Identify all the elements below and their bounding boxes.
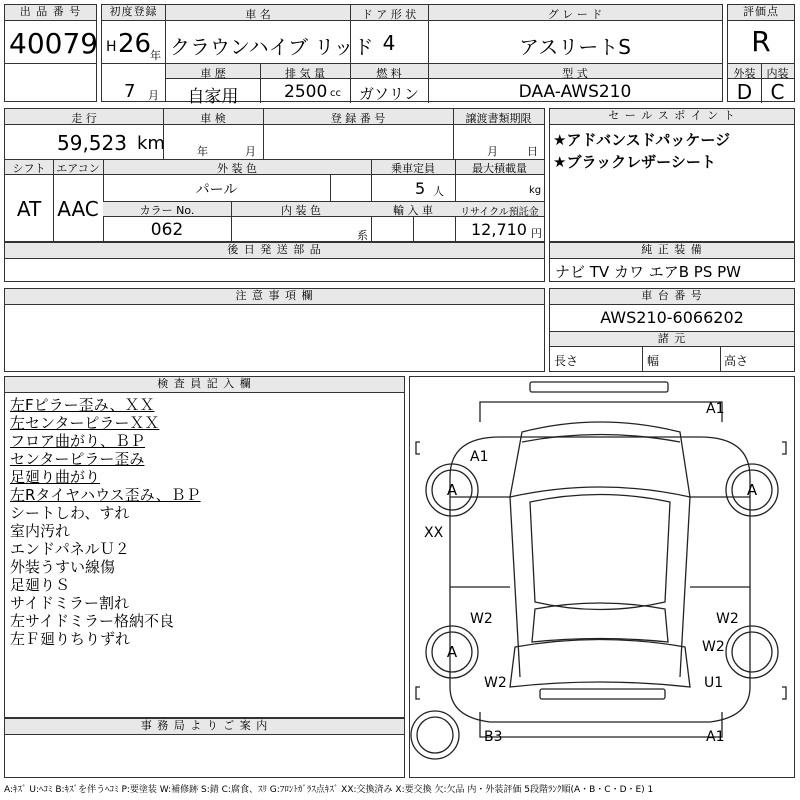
- vehicle-box: [165, 4, 723, 107]
- score-label: 評価点: [728, 5, 794, 21]
- inspection-line: エンドパネルＵ２: [10, 540, 130, 558]
- damage-mark: A1: [706, 401, 725, 417]
- sales-box: [549, 108, 795, 242]
- recycle-unit: 円: [531, 227, 542, 240]
- damage-mark: U1: [704, 675, 724, 691]
- chassis-box: [549, 288, 795, 372]
- dims-label: 諸 元: [550, 331, 794, 347]
- ext-label: 外装: [733, 67, 756, 80]
- inspect-month-unit: 月: [245, 145, 256, 158]
- cap-unit: 人: [433, 185, 444, 198]
- car-diagram: [409, 376, 795, 778]
- inspection-line: 室内汚れ: [10, 522, 71, 540]
- later-parts-box: [4, 242, 545, 282]
- damage-mark: A1: [470, 449, 489, 465]
- inspection-line: センターピラー歪み: [10, 450, 145, 468]
- inspection-line: シートしわ、すれ: [10, 504, 130, 522]
- int-label: 内装: [766, 67, 789, 80]
- damage-mark: A: [746, 481, 758, 499]
- load-label: 最大積載量: [472, 162, 527, 175]
- intcolor-unit: 系: [357, 229, 368, 242]
- mileage-unit: km: [137, 133, 165, 154]
- history-label: 車 歴: [200, 67, 226, 80]
- first-reg-box: [101, 4, 166, 102]
- damage-mark: W2: [702, 639, 725, 655]
- inspection-line: 足廻りＳ: [10, 576, 71, 594]
- recycle-fee: 12,710: [471, 220, 527, 239]
- legend: A:ｷｽﾞ U:ﾍｺﾐ B:ｷｽﾞを伴うﾍｺﾐ P:要塗装 W:補修跡 S:錆 C:腐食、ｽﾘ G:ﾌﾛﾝﾄｶﾞﾗｽ点ｷｽﾞ XX:交換済み X:要交換 欠:欠品 内・外装評価 5段階ﾗﾝｸ順(A・B・C・D・E) 1: [4, 785, 654, 795]
- inspection-line: 左Rタイヤハウス歪み、ＢＰ: [10, 486, 201, 504]
- ext-color: パール: [195, 182, 238, 198]
- transfer-label: 譲渡書類期限: [465, 112, 532, 125]
- equip-label: 純 正 装 備: [550, 243, 794, 259]
- inspector-label: 検 査 員 記 入 欄: [5, 377, 404, 393]
- office-box: [4, 718, 405, 778]
- inspection-line: 足廻り曲がり: [10, 468, 101, 486]
- sales-label: セ ー ル ス ポ イ ン ト: [550, 109, 794, 125]
- fuel: ガソリン: [358, 85, 419, 103]
- damage-mark: W2: [470, 611, 493, 627]
- damage-mark: A: [446, 643, 458, 661]
- caution-label: 注 意 事 項 欄: [5, 289, 544, 305]
- inspection-line: 外装うすい線傷: [10, 558, 116, 576]
- year-unit: 年: [150, 49, 161, 62]
- damage-mark: W2: [484, 675, 507, 691]
- inspection-line: フロア曲がり、ＢＰ: [10, 432, 146, 450]
- equipment: ナビ TV カワ エアB PS PW: [555, 263, 741, 281]
- era: H: [106, 39, 117, 55]
- score-box: [727, 4, 795, 102]
- door-label: ド ア 形 状: [361, 8, 417, 21]
- color-no: 062: [150, 220, 184, 240]
- door-type: 4: [382, 31, 396, 55]
- sales-point-2: ★ブラックレザーシート: [553, 153, 716, 171]
- inspect-label: 車 検: [200, 112, 226, 125]
- capacity: 5: [415, 179, 426, 198]
- cap-label: 乗車定員: [391, 162, 435, 175]
- sales-point-1: ★アドバンスドパッケージ: [553, 131, 731, 149]
- regno-label: 登 録 番 号: [330, 112, 386, 125]
- grade: アスリートS: [519, 35, 631, 59]
- office-label: 事 務 局 よ り ご 案 内: [5, 719, 404, 735]
- month-unit: 月: [148, 89, 159, 102]
- inspection-line: 左Ｆ廻りちりずれ: [10, 630, 131, 648]
- equip-box: [549, 242, 795, 282]
- car-outline: [410, 377, 794, 777]
- grade-label: グ レ ー ド: [547, 8, 603, 21]
- damage-mark: A: [446, 481, 458, 499]
- lot-label: 出 品 番 号: [5, 5, 96, 21]
- int-score: C: [770, 80, 785, 104]
- inspection-line: サイドミラー割れ: [10, 594, 129, 612]
- height-label: 高さ: [724, 354, 749, 368]
- fuel-label: 燃 料: [376, 67, 402, 80]
- damage-mark: W2: [716, 611, 739, 627]
- length-label: 長さ: [554, 354, 579, 368]
- history: 自家用: [187, 87, 239, 107]
- lot-number: 40079: [9, 27, 99, 60]
- ext-score: D: [736, 80, 753, 104]
- intcolor-label: 内 装 色: [281, 204, 321, 217]
- mileage: 59,523: [57, 131, 127, 155]
- name-label: 車 名: [245, 8, 271, 21]
- damage-mark: A1: [706, 729, 725, 745]
- car-name: クラウンハイブ リッド: [170, 35, 374, 59]
- model-code: DAA-AWS210: [518, 82, 632, 102]
- inspection-line: 左Fピラー歪み、ＸＸ: [10, 396, 155, 414]
- first-reg-label: 初度登録: [102, 5, 165, 21]
- model-label: 型 式: [562, 67, 588, 80]
- damage-mark: B3: [484, 729, 503, 745]
- inspect-year-unit: 年: [197, 145, 208, 158]
- shift: AT: [16, 197, 42, 221]
- chassis-number: AWS210-6066202: [600, 308, 744, 327]
- score: R: [751, 25, 771, 58]
- later-parts-label: 後 日 発 送 部 品: [5, 243, 544, 259]
- disp-label: 排 気 量: [285, 67, 325, 80]
- chassis-label: 車 台 番 号: [550, 289, 794, 305]
- details-box: [4, 108, 545, 242]
- transfer-month-unit: 月: [487, 145, 498, 158]
- color-label: 外 装 色: [217, 162, 257, 175]
- mileage-label: 走 行: [71, 112, 97, 125]
- inspection-line: 左サイドミラー格納不良: [10, 612, 174, 630]
- inspection-line: 左センターピラーＸＸ: [10, 414, 160, 432]
- displacement: 2500: [284, 82, 328, 102]
- disp-unit: cc: [330, 88, 341, 99]
- import-label: 輸 入 車: [393, 204, 433, 217]
- width-label: 幅: [647, 354, 660, 368]
- recycle-label: リサイクル預託金: [460, 207, 539, 218]
- lot-box: [4, 4, 97, 102]
- damage-mark: XX: [424, 525, 444, 541]
- transfer-day-unit: 日: [527, 145, 538, 158]
- colorno-label: カラー No.: [139, 204, 195, 217]
- caution-box: [4, 288, 545, 372]
- first-reg-year: 26: [118, 29, 152, 59]
- load-unit: kg: [529, 185, 542, 196]
- inspector-box: [4, 376, 405, 718]
- aircon: AAC: [57, 197, 99, 221]
- ac-label: エアコン: [56, 162, 100, 175]
- shift-label: シフト: [12, 162, 46, 175]
- first-reg-month: 7: [124, 81, 136, 102]
